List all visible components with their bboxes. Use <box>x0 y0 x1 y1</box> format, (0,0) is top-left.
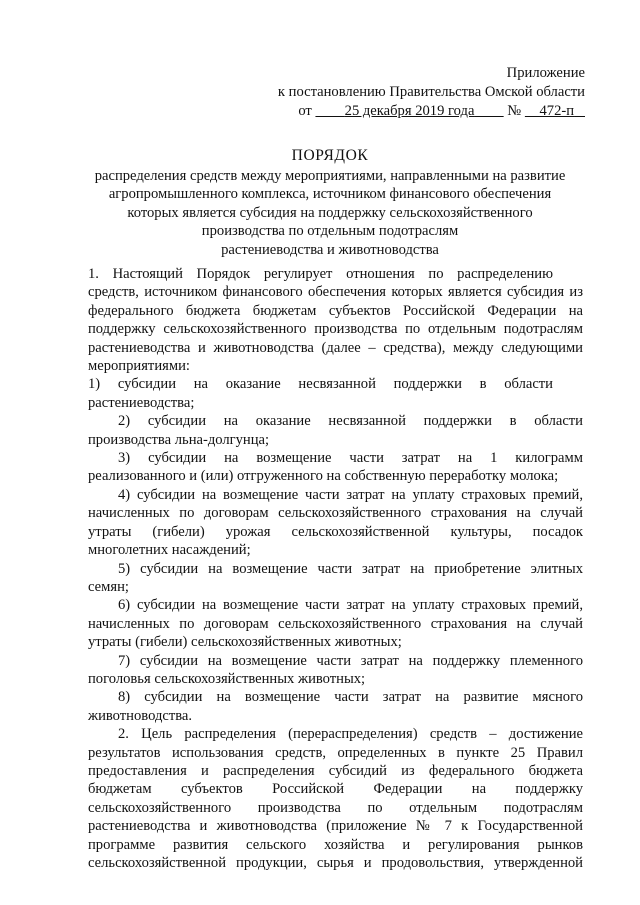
text-line: сельскохозяйственного производства по отдельным подотраслям <box>88 799 583 816</box>
list-item-1 <box>58 375 583 412</box>
title-line: агропромышленного комплекса, источником финансового обеспечения <box>108 186 552 203</box>
text-line: бюджетам субъектов Российской Федерации на поддержку <box>88 781 583 798</box>
resolution-date-number <box>278 102 585 121</box>
text-line: поголовья сельскохозяйственных животных; <box>88 670 366 687</box>
list-item-8 <box>58 688 583 725</box>
text-line: мероприятиями: <box>88 358 190 375</box>
text-line: семян; <box>88 578 129 595</box>
appendix-header <box>278 64 585 121</box>
text-line: 3) субсидии на возмещение части затрат на 1 килограмм <box>118 450 583 467</box>
text-line: многолетних насаждений; <box>88 542 251 559</box>
list-item-6 <box>58 596 583 651</box>
text-line: растениеводства и животноводства (приложение № 7 к Государственной <box>88 818 583 835</box>
title-line: которых является субсидия на поддержку сельскохозяйственного <box>127 204 533 221</box>
text-line: 7) субсидии на возмещение части затрат на поддержку племенного <box>118 652 583 669</box>
text-line: начисленных по договорам сельскохозяйственного страхования на случай <box>88 505 583 522</box>
resolution-number: 472-п <box>539 103 575 119</box>
text-line: животноводства. <box>88 707 193 724</box>
title-line: производства по отдельным подотраслям <box>201 223 459 240</box>
list-item-3 <box>58 449 583 486</box>
document-body <box>88 265 583 872</box>
resolution-reference: к постановлению Правительства Омской области <box>277 84 585 100</box>
date-prefix: от <box>298 103 312 119</box>
text-line: растениеводства и животноводства (далее – средства), между следующими <box>88 339 583 356</box>
title-line: растениеводства и животноводства <box>221 241 439 258</box>
paragraph-2 <box>58 725 583 872</box>
text-line: предоставления и распределения субсидий из федерального бюджета <box>88 762 583 779</box>
text-line: производства льна-долгунца; <box>88 431 270 448</box>
paragraph-1 <box>58 265 583 375</box>
text-line: средств, источником финансового обеспечения которых является субсидия из <box>88 284 583 301</box>
text-line: 1) субсидии на оказание несвязанной поддержки в области <box>88 376 553 393</box>
list-item-7 <box>58 652 583 689</box>
text-line: поддержку сельскохозяйственного производства по отдельным подотраслям <box>88 321 583 338</box>
text-line: реализованного и (или) отгруженного на собственную переработку молока; <box>88 468 559 485</box>
text-line: 8) субсидии на возмещение части затрат на развитие мясного <box>118 689 583 706</box>
document-title <box>60 147 600 260</box>
text-line: федерального бюджета бюджетам субъектов Российской Федерации на <box>88 302 583 319</box>
text-line: 4) субсидии на возмещение части затрат на уплату страховых премий, <box>118 486 583 503</box>
list-item-5 <box>58 560 583 597</box>
text-line: утраты (гибели) урожая сельскохозяйственной культуры, посадок <box>88 523 583 540</box>
number-sign: № <box>507 103 522 119</box>
title-line: распределения средств между мероприятиями, направленными на развитие <box>94 167 566 184</box>
text-line: 5) субсидии на возмещение части затрат на приобретение элитных <box>118 560 583 577</box>
text-line: начисленных по договорам сельскохозяйственного страхования на случай <box>88 615 583 632</box>
text-line: утраты (гибели) сельскохозяйственных животных; <box>88 634 402 651</box>
text-line: 2) субсидии на оказание несвязанной поддержки в области <box>118 413 583 430</box>
list-item-4 <box>58 486 583 560</box>
text-line: сельскохозяйственной продукции, сырья и продовольствия, утвержденной <box>88 855 583 871</box>
text-line: 2. Цель распределения (перераспределения) средств – достижение <box>118 726 583 743</box>
text-line: 6) субсидии на возмещение части затрат на уплату страховых премий, <box>118 597 583 614</box>
title-main: ПОРЯДОК <box>291 147 369 164</box>
text-line: программе развития сельского хозяйства и регулирования рынков <box>88 836 583 853</box>
text-line: 1. Настоящий Порядок регулирует отношения по распределению <box>88 266 553 282</box>
text-line: результатов использования средств, определенных в пункте 25 Правил <box>88 744 583 761</box>
resolution-date: 25 декабря 2019 года <box>344 103 475 119</box>
list-item-2 <box>58 412 583 449</box>
appendix-label: Приложение <box>506 65 585 81</box>
text-line: растениеводства; <box>88 394 195 411</box>
